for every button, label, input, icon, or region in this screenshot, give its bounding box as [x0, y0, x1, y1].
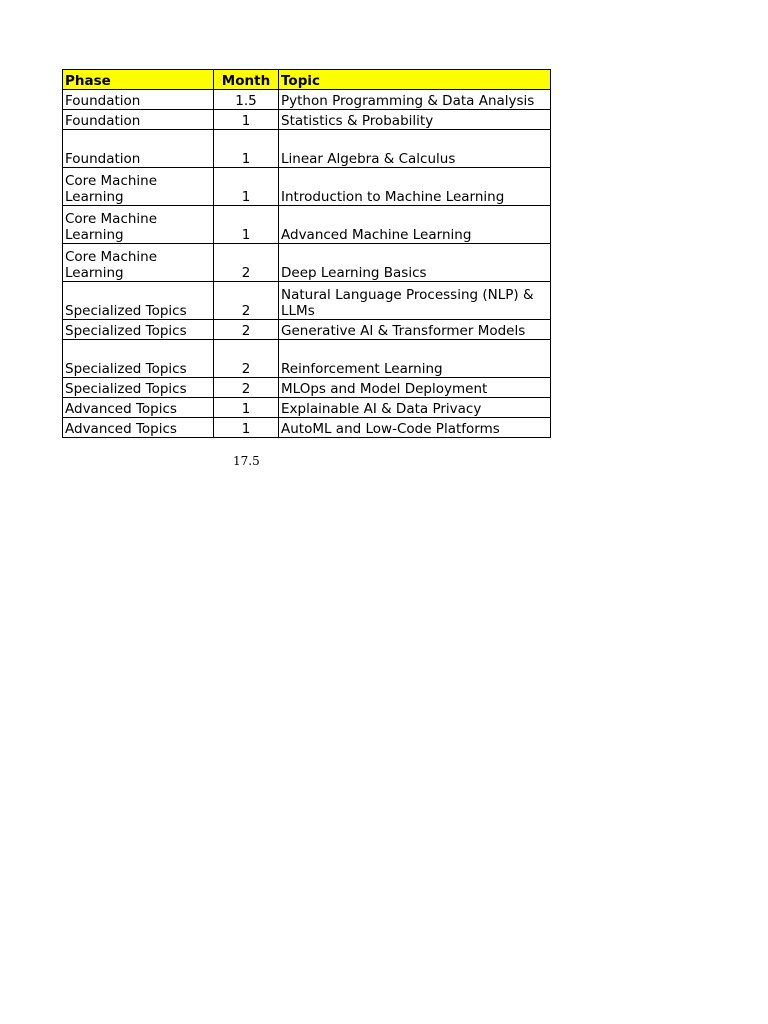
table-row: [63, 418, 551, 438]
table-row: [63, 130, 551, 168]
header-row: [63, 70, 551, 90]
header-month[interactable]: Month: [214, 70, 279, 90]
topic-cell[interactable]: Natural Language Processing (NLP) & LLMs: [279, 282, 551, 320]
topic-cell[interactable]: Linear Algebra & Calculus: [279, 130, 551, 168]
phase-cell[interactable]: Foundation: [63, 110, 214, 130]
table-row: [63, 398, 551, 418]
month-cell[interactable]: 1: [214, 418, 279, 438]
header-phase[interactable]: Phase: [63, 70, 214, 90]
phase-cell[interactable]: Advanced Topics: [63, 418, 214, 438]
table-row: [63, 378, 551, 398]
topic-cell[interactable]: Explainable AI & Data Privacy: [279, 398, 551, 418]
table-row: [63, 206, 551, 244]
topic-cell[interactable]: Generative AI & Transformer Models: [279, 320, 551, 340]
phase-cell[interactable]: Foundation: [63, 90, 214, 110]
topic-cell[interactable]: Advanced Machine Learning: [279, 206, 551, 244]
phase-cell[interactable]: Specialized Topics: [63, 282, 214, 320]
phase-cell[interactable]: Core Machine Learning: [63, 244, 214, 282]
month-cell[interactable]: 2: [214, 320, 279, 340]
table-row: [63, 90, 551, 110]
month-cell[interactable]: 1: [214, 398, 279, 418]
topic-cell[interactable]: AutoML and Low-Code Platforms: [279, 418, 551, 438]
month-cell[interactable]: 1: [214, 206, 279, 244]
table-row: [63, 110, 551, 130]
table-row: [63, 340, 551, 378]
month-cell[interactable]: 1: [214, 168, 279, 206]
month-cell[interactable]: 1: [214, 130, 279, 168]
table-row: [63, 244, 551, 282]
phase-cell[interactable]: Core Machine Learning: [63, 168, 214, 206]
phase-cell[interactable]: Advanced Topics: [63, 398, 214, 418]
header-topic[interactable]: Topic: [279, 70, 551, 90]
topic-cell[interactable]: Python Programming & Data Analysis: [279, 90, 551, 110]
month-cell[interactable]: 2: [214, 378, 279, 398]
phase-cell[interactable]: Core Machine Learning: [63, 206, 214, 244]
table-row: [63, 282, 551, 320]
month-cell[interactable]: 1.5: [214, 90, 279, 110]
month-cell[interactable]: 2: [214, 244, 279, 282]
month-total: 17.5: [233, 454, 260, 468]
phase-cell[interactable]: Specialized Topics: [63, 378, 214, 398]
topic-cell[interactable]: Reinforcement Learning: [279, 340, 551, 378]
phase-cell[interactable]: Specialized Topics: [63, 320, 214, 340]
topic-cell[interactable]: MLOps and Model Deployment: [279, 378, 551, 398]
learning-roadmap-table: [62, 69, 551, 438]
topic-cell[interactable]: Statistics & Probability: [279, 110, 551, 130]
phase-cell[interactable]: Foundation: [63, 130, 214, 168]
month-cell[interactable]: 2: [214, 282, 279, 320]
month-cell[interactable]: 2: [214, 340, 279, 378]
topic-cell[interactable]: Deep Learning Basics: [279, 244, 551, 282]
table-row: [63, 320, 551, 340]
phase-cell[interactable]: Specialized Topics: [63, 340, 214, 378]
topic-cell[interactable]: Introduction to Machine Learning: [279, 168, 551, 206]
table-row: [63, 168, 551, 206]
month-cell[interactable]: 1: [214, 110, 279, 130]
